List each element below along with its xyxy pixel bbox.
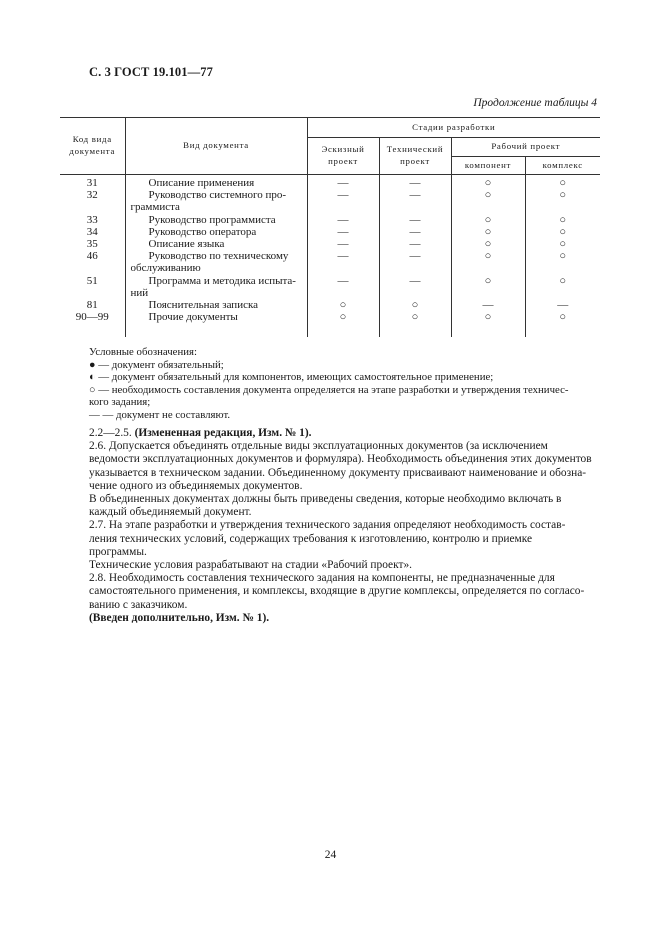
table-row [60,238,600,250]
row-mark: — [307,226,379,238]
para-2-8: 2.8. Необходимость составления технического задания на компоненты, не предназначенные для самостоятельного применения, и комплексы, входящие в другие комплексы, определяется по согласо- ванию с заказчиком. [89,572,585,611]
row-code: 81 [60,299,125,311]
body-text: 2.2—2.5. (Измененная редакция, Изм. № 1). 2.6. Допускается объединять отдельные виды эксплуатационных документов (за исключением ведомости эксплуатационных документов и формуляра). Необходимость объединения этих документов указывается в техническом задании. Объединенному документу присваивают наименование и обозна- чение одного из объединяемых документов. В объединенных документах должны быть приведены сведения, которые необходимо включать в каждый объединяемый документ. 2.7. На этапе разработки и утверждения технического задания определяют необходимость состав- ления технических условий, содержащих требования к изготовлению, контролю и приемке программы. Технические условия разрабатывают на стадии «Рабочий проект». 2.8. Необходимость составления технического задания на компоненты, не предназначенные для самостоятельного применения, и комплексы, входящие в другие комплексы, определяется по согласо- ванию с заказчиком. (Введен дополнительно, Изм. № 1). [89,427,601,625]
row-code: 46 [60,250,125,274]
row-code: 32 [60,189,125,213]
page-number: 24 [324,849,337,861]
half-circle-icon: ◐ [89,371,96,384]
col-header-complex: комплекс [525,157,600,175]
para-2-6: 2.6. Допускается объединять отдельные виды эксплуатационных документов (за исключением ведомости эксплуатационных документов и формуляра). Необходимость объединения этих документов указывается в техническом задании. Объединенному документу присваивают наименование и обозна- чение одного из объединяемых документов. [89,440,592,492]
legend [89,346,601,422]
para-2-7: 2.7. На этапе разработки и утверждения технического задания определяют необходимость состав- ления технических условий, содержащих требования к изготовлению, контролю и приемке программы. [89,519,566,558]
row-doc-name: Руководство по техническому обслуживанию [125,250,307,274]
row-mark: ○ [559,238,567,251]
legend-item-not-prepared: — — документ не составляют. [89,408,231,421]
row-mark: — [307,214,379,226]
row-mark: ○ [451,214,525,226]
row-doc-name: Программа и методика испыта- ний [125,275,307,299]
row-mark: ○ [451,175,525,190]
row-mark: ○ [451,250,525,274]
legend-item-optional: ○ — необходимость составления документа определяется на этапе разработки и утверждения техничес- [89,383,569,396]
legend-item-mandatory-components: ◐ — документ обязательный для компонентов, имеющих самостоятельное применение; [89,371,494,384]
row-mark: — [307,175,379,190]
col-header-working: Рабочий проект [451,138,600,157]
table-row [60,311,600,337]
col-header-code: Код вида документа [60,118,125,175]
table-row [60,189,600,213]
row-mark: — [379,214,451,226]
row-doc-name: Пояснительная записка [125,299,307,311]
row-mark: ○ [559,274,567,287]
row-mark: ○ [559,250,567,263]
introduced-note: (Введен дополнительно, Изм. № 1). [89,611,270,624]
row-mark: ○ [379,299,451,311]
page-header: С. 3 ГОСТ 19.101—77 [89,65,213,79]
legend-item-mandatory: ● — документ обязательный; [89,358,224,371]
row-mark: — [307,238,379,250]
row-doc-name: Руководство оператора [125,226,307,238]
legend-item-optional-cont: кого задания; [89,396,151,409]
row-mark: ○ [559,225,567,238]
row-mark: ○ [451,311,525,337]
empty-circle-icon: ○ [89,383,96,396]
row-mark: — [379,189,451,213]
row-mark: ○ [559,213,567,226]
row-mark: ○ [559,311,567,324]
filled-circle-icon: ● [89,358,96,371]
row-mark: ○ [379,311,451,337]
row-mark: ○ [559,177,567,189]
amendment-note: (Измененная редакция, Изм. № 1). [134,427,312,439]
row-mark: ○ [451,238,525,250]
row-mark: — [557,299,569,312]
row-mark: ○ [559,189,567,202]
row-doc-name: Руководство системного про- граммиста [125,189,307,213]
table-row [60,214,600,226]
row-code: 35 [60,238,125,250]
row-doc-name: Руководство программиста [125,214,307,226]
row-mark: — [307,250,379,274]
row-mark: ○ [307,311,379,337]
para-tech-conditions: Технические условия разрабатывают на стадии «Рабочий проект». [89,559,413,572]
row-mark: ○ [451,275,525,299]
row-doc-name: Прочие документы [125,311,307,337]
para-combined: В объединенных документах должны быть приведены сведения, которые необходимо включать в каждый объединяемый документ. [89,493,562,519]
row-mark: — [307,275,379,299]
row-mark: ○ [451,226,525,238]
row-code: 33 [60,214,125,226]
row-mark: — [307,189,379,213]
table-row [60,275,600,299]
legend-title: Условные обозначения: [89,346,197,358]
table-row [60,175,600,190]
row-mark: ○ [451,189,525,213]
row-code: 51 [60,275,125,299]
table-row [60,299,600,311]
col-header-component: компонент [451,157,525,175]
row-code: 90—99 [60,311,125,337]
table-row [60,250,600,274]
row-doc-name: Описание языка [125,238,307,250]
row-mark: ○ [307,299,379,311]
row-mark: — [379,250,451,274]
row-mark: — [379,226,451,238]
col-header-name: Вид документа [125,118,307,175]
row-mark: — [451,299,525,311]
documents-table [60,117,600,337]
row-code: 34 [60,226,125,238]
row-code: 31 [60,175,125,190]
table-continuation-label: Продолжение таблицы 4 [473,97,597,109]
col-header-sketch: Эскизный проект [307,138,379,175]
row-doc-name: Описание применения [125,175,307,190]
row-mark: — [379,175,451,190]
table-row [60,226,600,238]
col-header-stages: Стадии разработки [307,118,600,138]
col-header-technical: Технический проект [379,138,451,175]
row-mark: — [379,238,451,250]
row-mark: — [379,275,451,299]
